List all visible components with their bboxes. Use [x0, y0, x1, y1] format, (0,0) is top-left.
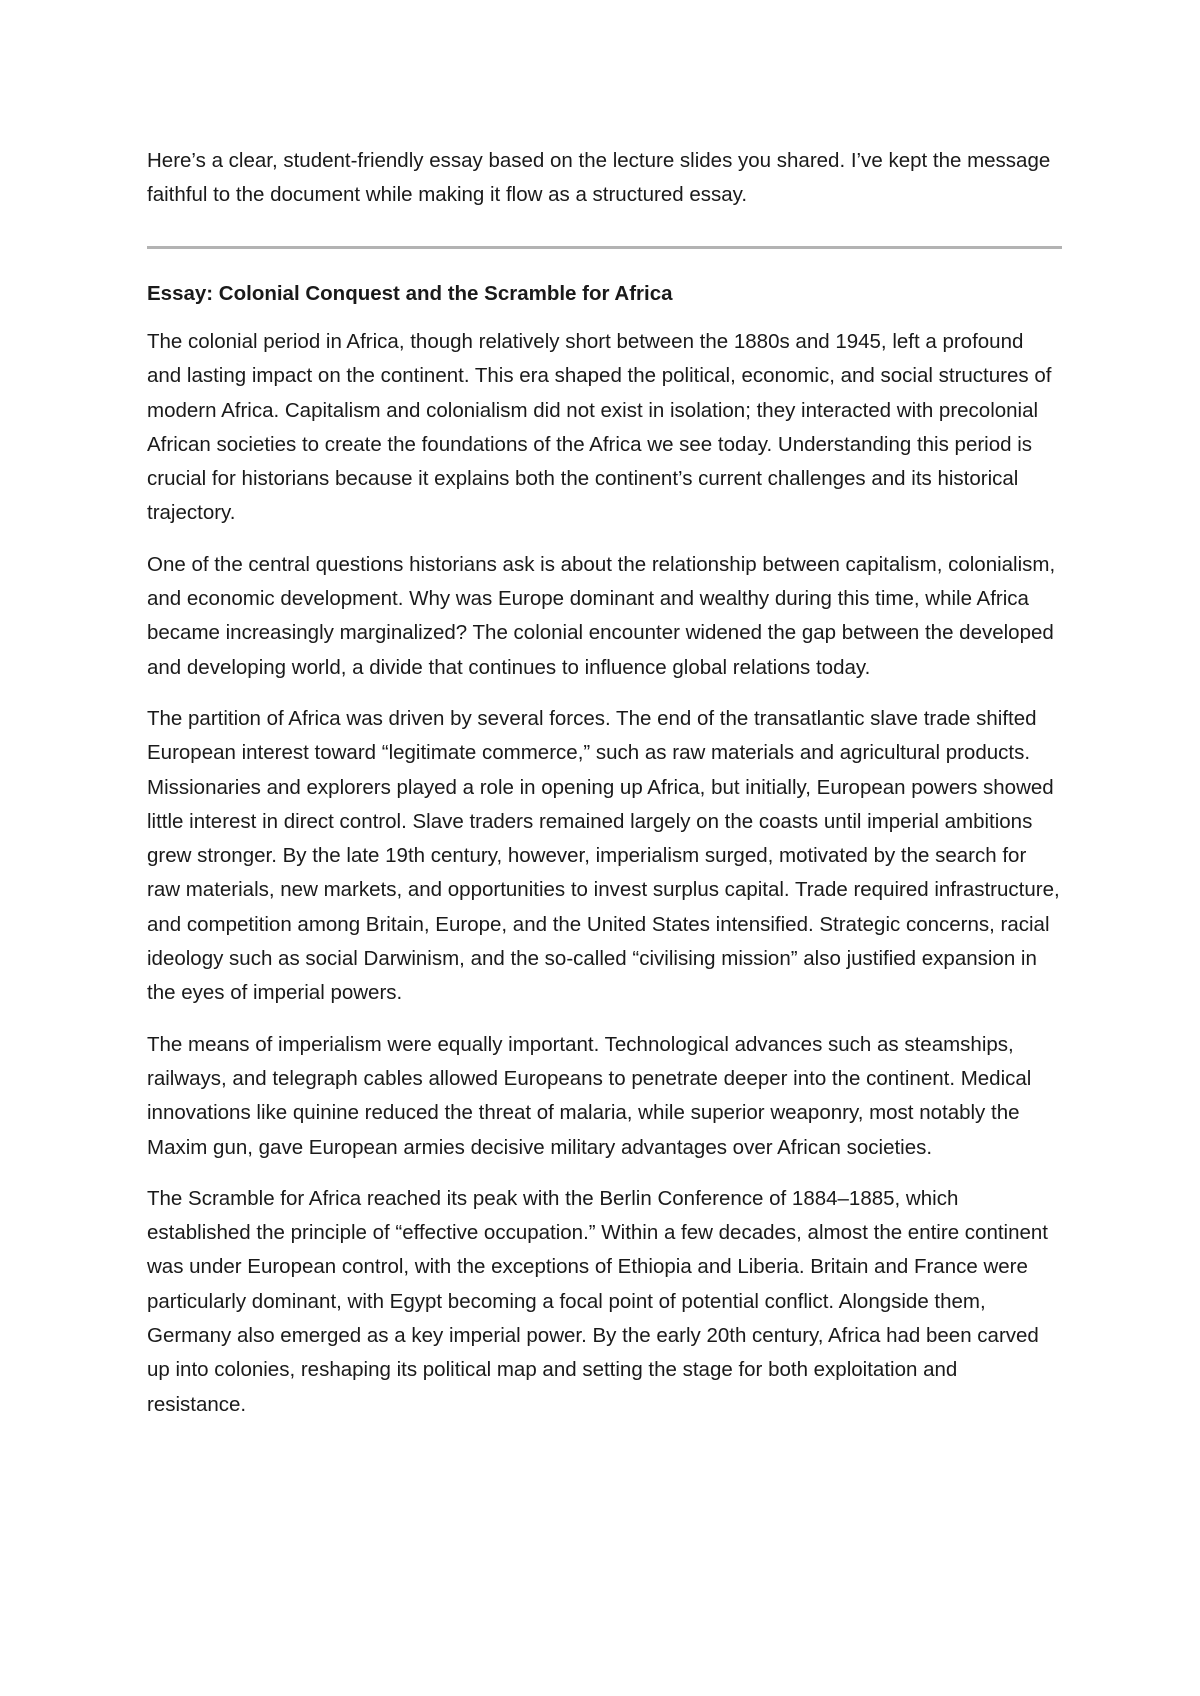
intro-text: Here’s a clear, student-friendly essay based on the lecture slides you shared. I’ve kept the message faithful to the document while making it flow as a structured essay. — [147, 149, 1051, 206]
essay-title: Essay: Colonial Conquest and the Scramble for Africa — [147, 282, 673, 305]
essay-paragraph-4: The means of imperialism were equally important. Technological advances such as steamships, railways, and telegraph cables allowed Europeans to penetrate deeper into the continent. Medical innovations like quinine reduced the threat of malaria, while superior weaponry, most notably the Maxim gun, gave European armies decisive military advantages over African societies. — [147, 1032, 1032, 1159]
essay-paragraph-2: One of the central questions historians ask is about the relationship between capitalism, colonialism, and economic development. Why was Europe dominant and wealthy during this time, while Africa became increasingly marginalized? The colonial encounter widened the gap between the developed and developing world, a divide that continues to influence global relations today. — [147, 552, 1056, 679]
horizontal-divider — [147, 246, 1062, 249]
document-page — [147, 144, 1062, 1439]
essay-paragraph-1: The colonial period in Africa, though relatively short between the 1880s and 1945, left a profound and lasting impact on the continent. This era shaped the political, economic, and social structures of modern Africa. Capitalism and colonialism did not exist in isolation; they interacted with precolonial African societies to create the foundations of the Africa we see today. Understanding this period is crucial for historians because it explains both the continent’s current challenges and its historical trajectory. — [147, 330, 1052, 525]
essay-paragraph-5: The Scramble for Africa reached its peak with the Berlin Conference of 1884–1885, which established the principle of “effective occupation.” Within a few decades, almost the entire continent was under European control, with the exceptions of Ethiopia and Liberia. Britain and France were particularly dominant, with Egypt becoming a focal point of potential conflict. Alongside them, Germany also emerged as a key imperial power. By the early 20th century, Africa had been carved up into colonies, reshaping its political map and setting the stage for both exploitation and resistance. — [147, 1186, 1048, 1416]
essay-paragraph-3: The partition of Africa was driven by several forces. The end of the transatlantic slave trade shifted European interest toward “legitimate commerce,” such as raw materials and agricultural products. Missionaries and explorers played a role in opening up Africa, but initially, European powers showed little interest in direct control. Slave traders remained largely on the coasts until imperial ambitions grew stronger. By the late 19th century, however, imperialism surged, motivated by the search for raw materials, new markets, and opportunities to invest surplus capital. Trade required infrastructure, and competition among Britain, Europe, and the United States intensified. Strategic concerns, racial ideology such as social Darwinism, and the so-called “civilising mission” also justified expansion in the eyes of imperial powers. — [147, 706, 1060, 1005]
